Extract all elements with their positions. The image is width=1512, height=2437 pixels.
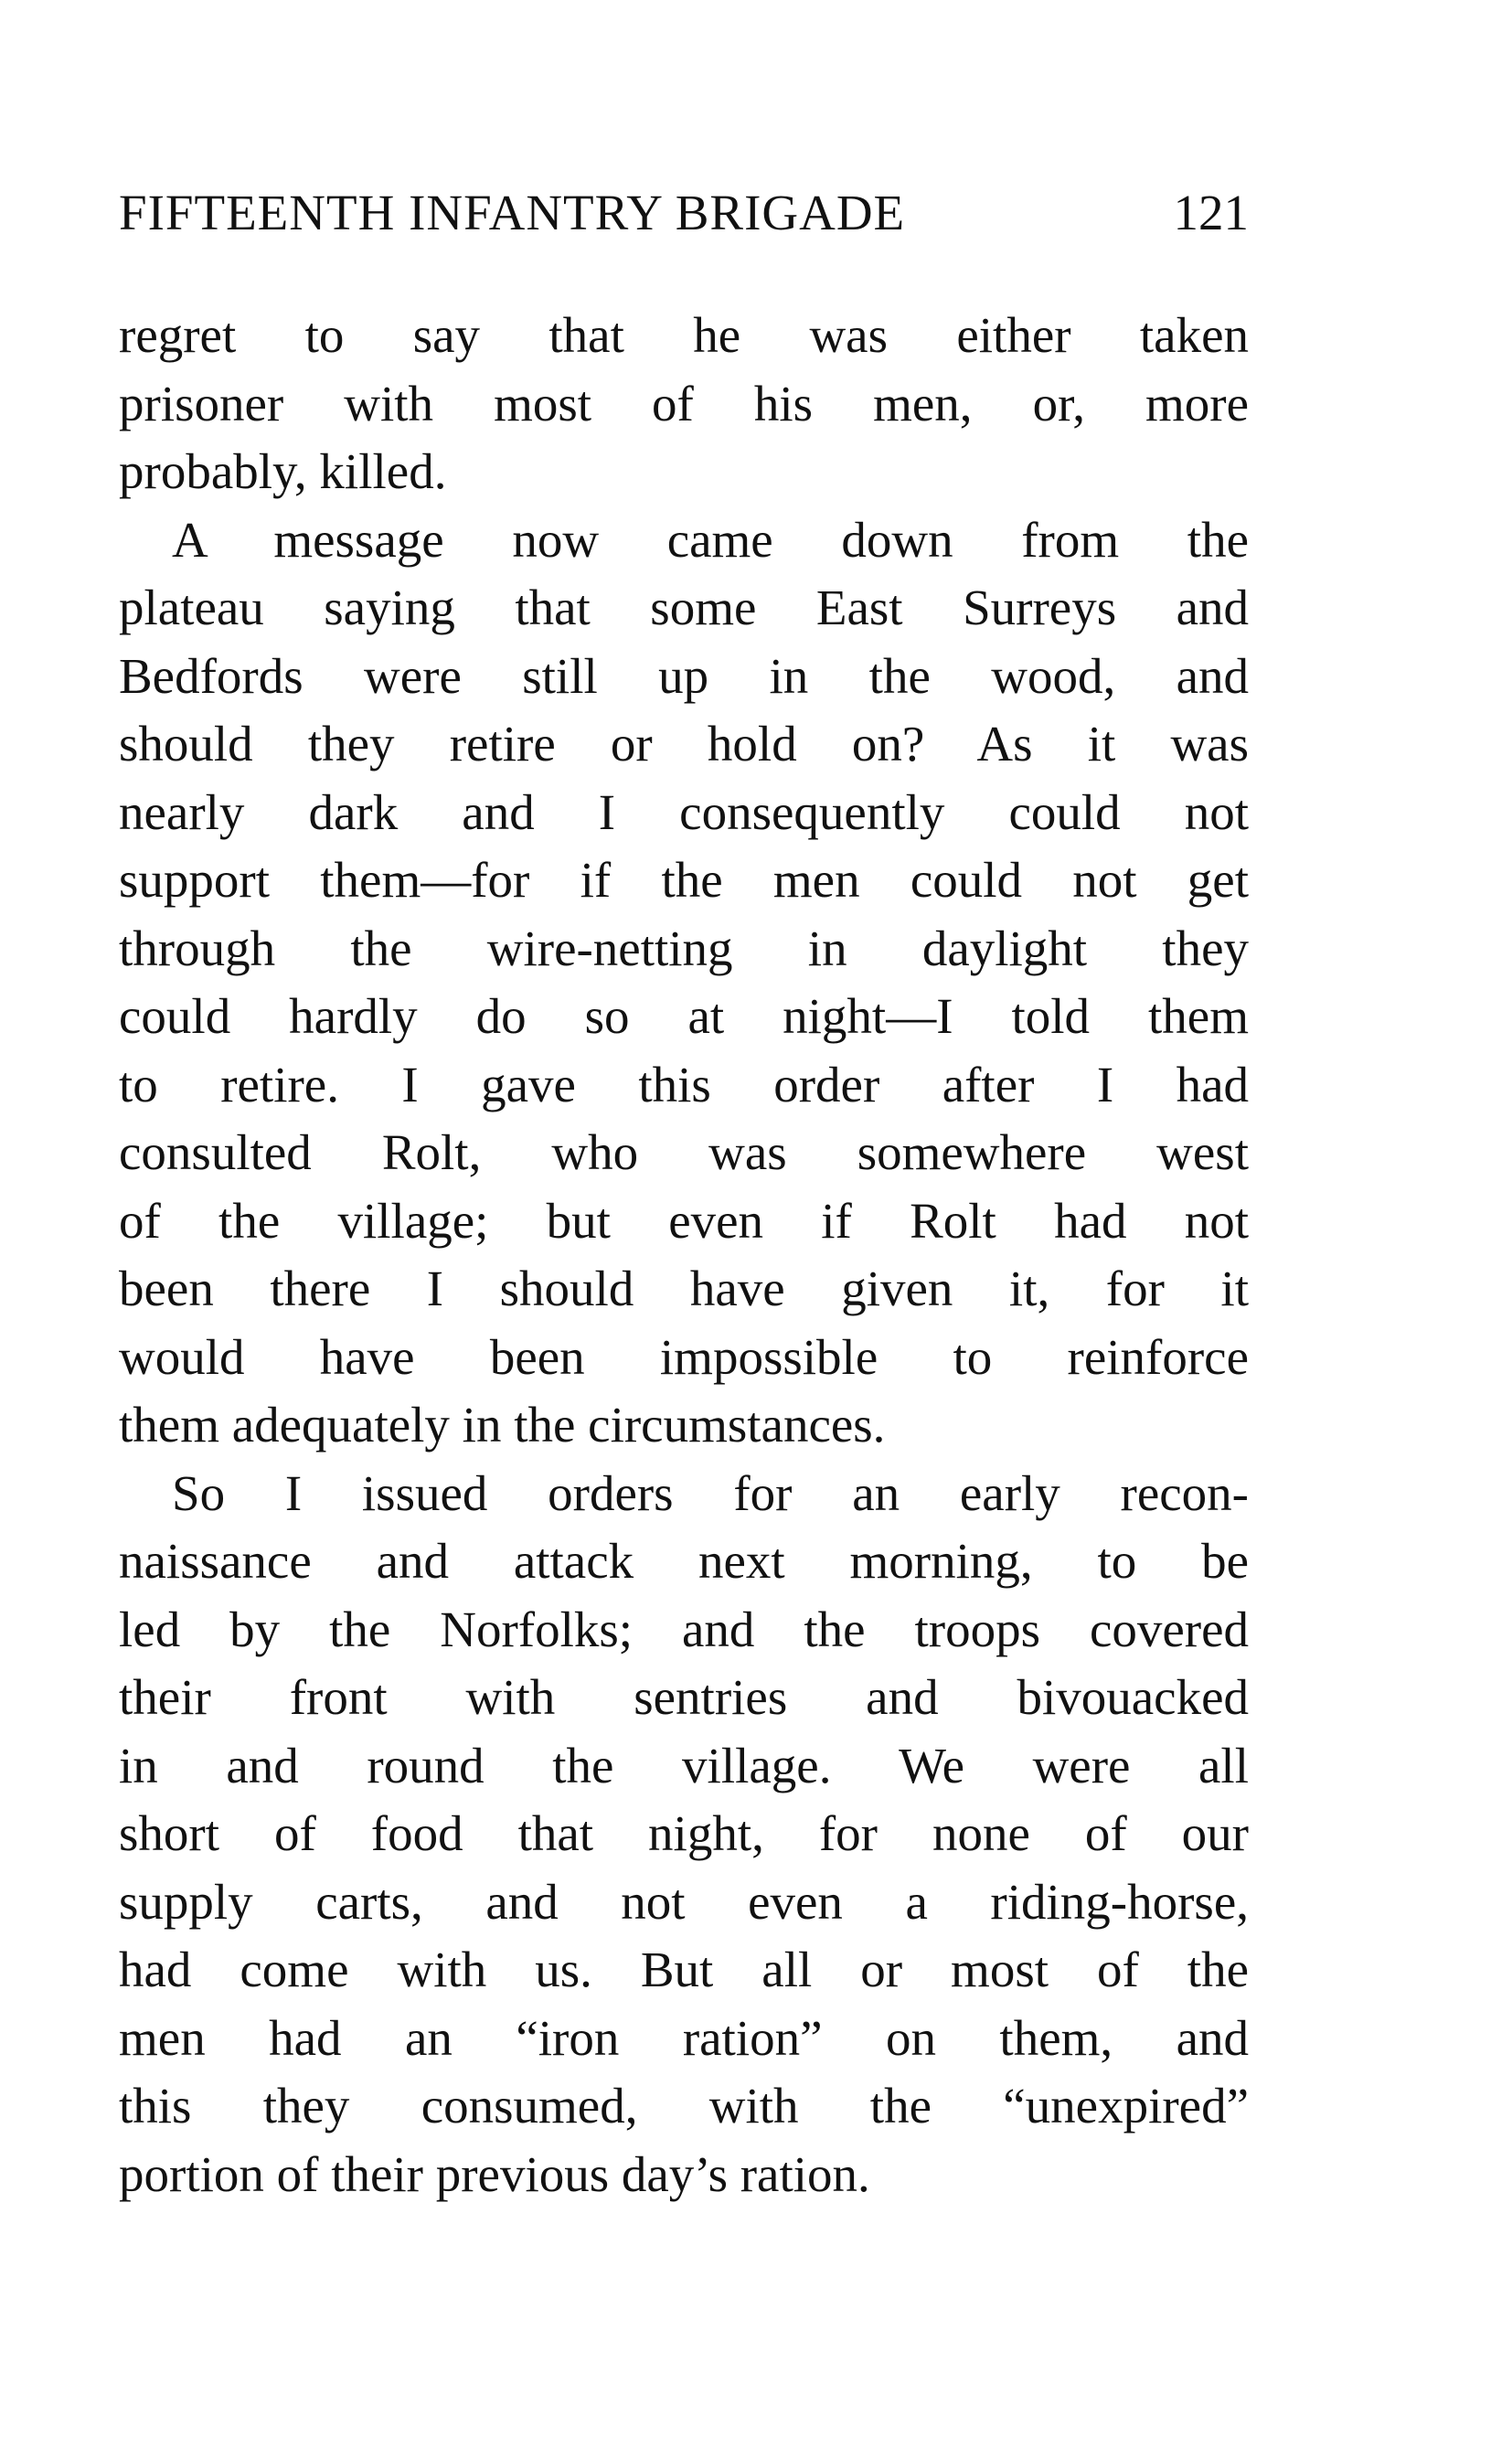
text-line: Bedfords were still up in the wood, and <box>119 647 1249 704</box>
text-line: nearly dark and I consequently could not <box>119 783 1249 840</box>
text-line: men had an “iron ration” on them, and <box>119 2009 1249 2066</box>
text-line: support them—for if the men could not get <box>119 852 1249 908</box>
text-line: would have been impossible to reinforce <box>119 1328 1249 1385</box>
text-line: naissance and attack next morning, to be <box>119 1533 1249 1589</box>
text-line: their front with sentries and bivouacked <box>119 1669 1249 1725</box>
running-title: FIFTEENTH INFANTRY BRIGADE <box>119 185 906 240</box>
text-line: led by the Norfolks; and the troops covered <box>119 1601 1249 1657</box>
text-line: through the wire-netting in daylight they <box>119 920 1249 976</box>
text-line: supply carts, and not even a riding-horse, <box>119 1873 1249 1930</box>
text-line: should they retire or hold on? As it was <box>119 716 1249 772</box>
page-number: 121 <box>1173 185 1249 240</box>
text-line: prisoner with most of his men, or, more <box>119 375 1249 431</box>
text-line: A message now came down from the <box>172 511 1249 568</box>
text-line: probably, killed. <box>119 443 447 499</box>
text-line: of the village; but even if Rolt had not <box>119 1192 1249 1249</box>
running-head <box>119 181 1249 245</box>
text-line: had come with us. But all or most of the <box>119 1942 1249 1997</box>
body-text <box>119 302 1249 2208</box>
text-line: short of food that night, for none of our <box>119 1805 1249 1861</box>
text-line: consulted Rolt, who was somewhere west <box>119 1124 1249 1180</box>
text-line: been there I should have given it, for it <box>119 1261 1249 1316</box>
text-line: portion of their previous day’s ration. <box>119 2145 870 2202</box>
text-line: in and round the village. We were all <box>119 1737 1249 1793</box>
text-line: to retire. I gave this order after I had <box>119 1056 1249 1112</box>
text-line: this they consumed, with the “unexpired” <box>119 2078 1249 2134</box>
text-line: So I issued orders for an early recon- <box>172 1464 1249 1521</box>
text-line: them adequately in the circumstances. <box>119 1397 886 1453</box>
text-line: plateau saying that some East Surreys and <box>119 580 1249 635</box>
text-line: regret to say that he was either taken <box>119 307 1249 363</box>
text-line: could hardly do so at night—I told them <box>119 988 1249 1044</box>
